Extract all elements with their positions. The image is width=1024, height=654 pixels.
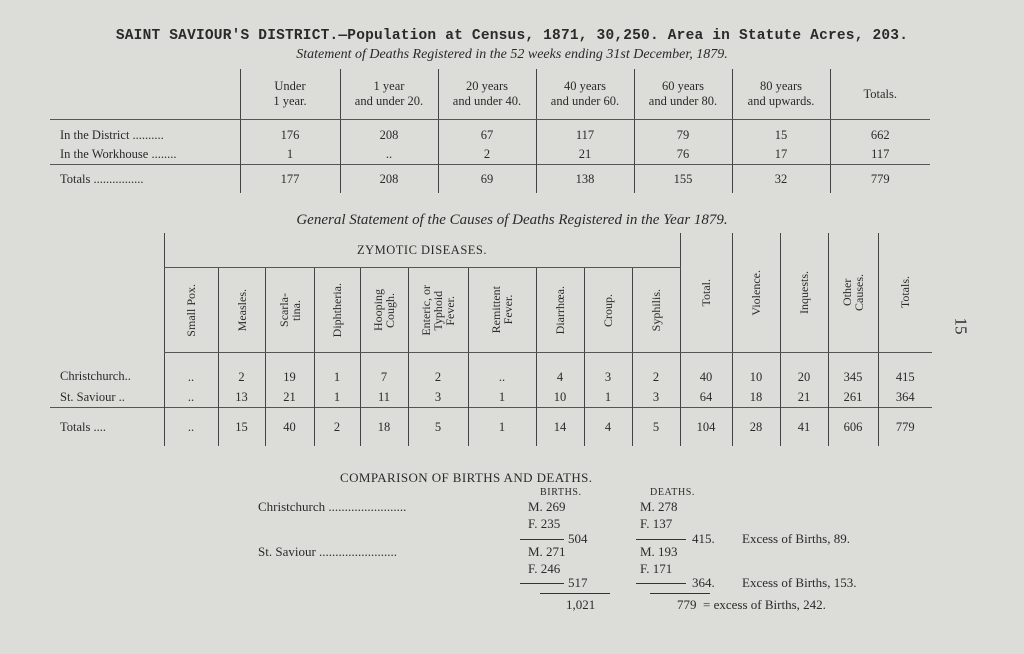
table-cell: 138 (536, 165, 634, 194)
sum-rule (636, 583, 686, 584)
column-header (240, 69, 340, 120)
header-text: 40 years and under 60. (550, 79, 620, 108)
header-text: Enteric, or Typhoid Fever. (419, 284, 457, 336)
header-text: Croup. (601, 293, 615, 327)
christchurch-births-total: 504 (568, 531, 588, 546)
table-cell: 40 (265, 408, 314, 447)
table-cell: 779 (830, 165, 930, 194)
table-cell: 3 (632, 387, 680, 408)
header-text: Inquests. (797, 271, 811, 314)
table-cell: 21 (265, 387, 314, 408)
sum-rule (520, 539, 564, 540)
table-cell: 14 (536, 408, 584, 447)
st-saviour-label: St. Saviour ........................ (258, 544, 398, 559)
column-header (360, 268, 408, 353)
table-cell: 261 (828, 387, 878, 408)
table-row (50, 120, 930, 146)
header-text: Syphilis. (649, 288, 663, 332)
column-header (584, 268, 632, 353)
row-label: Totals ................ (50, 165, 240, 194)
column-header (732, 233, 780, 353)
deaths-column-label: DEATHS. (650, 487, 696, 498)
header-text: 1 year and under 20. (354, 79, 424, 108)
column-header (634, 69, 732, 120)
table-cell: 1 (314, 353, 360, 388)
table-cell: .. (164, 353, 218, 388)
column-header (536, 69, 634, 120)
causes-statement-subtitle: General Statement of the Causes of Deaths Registered in the Year 1879. (296, 212, 728, 228)
table-cell: .. (164, 408, 218, 447)
table-cell: 1 (468, 387, 536, 408)
column-header (265, 268, 314, 353)
row-label: Totals .... (50, 408, 164, 447)
christchurch-deaths-total: 415. (692, 531, 715, 546)
table-cell: 415 (878, 353, 932, 388)
st-saviour-excess: Excess of Births, 153. (742, 575, 857, 590)
table-cell: 15 (732, 120, 830, 146)
deaths-statement-subtitle: Statement of Deaths Registered in the 52 weeks ending 31st December, 1879. (296, 47, 728, 62)
column-header (468, 268, 536, 353)
sum-rule (520, 583, 564, 584)
table-cell: 19 (265, 353, 314, 388)
table-cell: 177 (240, 165, 340, 194)
table-cell: 3 (408, 387, 468, 408)
table-cell: 208 (340, 165, 438, 194)
table-cell: 2 (408, 353, 468, 388)
header-text: Hooping Cough. (371, 289, 397, 331)
table-cell: 76 (634, 145, 732, 165)
grand-deaths-total: 779 (677, 597, 697, 612)
table-cell: 1 (468, 408, 536, 447)
column-header (878, 233, 932, 353)
table-row (50, 353, 932, 388)
header-text: Total. (699, 278, 713, 307)
table-cell: .. (164, 387, 218, 408)
table-cell: 69 (438, 165, 536, 194)
table-cell: 17 (732, 145, 830, 165)
table-cell: 364 (878, 387, 932, 408)
header-text: 60 years and under 80. (648, 79, 718, 108)
row-label: In the Workhouse ........ (60, 147, 177, 161)
header-text: Totals. (898, 276, 913, 309)
column-header (780, 233, 828, 353)
table-cell: 117 (536, 120, 634, 146)
table-row (50, 387, 932, 408)
table-cell: 21 (780, 387, 828, 408)
st-saviour-deaths-male: M. 193 (640, 544, 678, 559)
table-header-row (50, 69, 930, 120)
header-text: Small Pox. (184, 283, 198, 337)
st-saviour-births-total: 517 (568, 575, 588, 590)
header-text: Totals. (863, 86, 897, 101)
table-cell: 4 (536, 353, 584, 388)
header-text: 20 years and under 40. (452, 79, 522, 108)
table-cell: 117 (830, 145, 930, 165)
st-saviour-births-male: M. 271 (528, 544, 566, 559)
page-number: 15 (951, 317, 971, 335)
header-text: Diphtheria. (330, 282, 344, 338)
christchurch-births-male: M. 269 (528, 499, 566, 514)
table-cell: 2 (632, 353, 680, 388)
header-blank (50, 233, 164, 353)
births-column-label: BIRTHS. (540, 487, 582, 498)
row-label: Christchurch.. (60, 369, 131, 384)
causes-of-death-table (50, 233, 932, 446)
table-cell: 1 (584, 387, 632, 408)
deaths-by-age-table (50, 69, 930, 193)
column-header (340, 69, 438, 120)
column-header (732, 69, 830, 120)
table-cell: 662 (830, 120, 930, 146)
table-cell: 4 (584, 408, 632, 447)
table-cell: 79 (634, 120, 732, 146)
grand-births-total: 1,021 (566, 597, 596, 612)
table-cell: 104 (680, 408, 732, 447)
table-cell: 18 (360, 408, 408, 447)
row-label: St. Saviour .. (60, 389, 125, 404)
column-header (830, 69, 930, 120)
table-cell: 10 (732, 353, 780, 388)
table-cell: 345 (828, 353, 878, 388)
st-saviour-deaths-female: F. 171 (640, 561, 673, 576)
header-text: Remittent Fever. (489, 286, 515, 334)
table-cell: 10 (536, 387, 584, 408)
table-cell: 176 (240, 120, 340, 146)
christchurch-births-female: F. 235 (528, 516, 561, 531)
header-text: Scarla- tina. (276, 293, 303, 327)
column-header (680, 233, 732, 353)
header-text: Violence. (749, 269, 763, 316)
christchurch-label: Christchurch ........................ (258, 499, 407, 514)
zymotic-diseases-header: ZYMOTIC DISEASES. (164, 233, 680, 268)
table-cell: 64 (680, 387, 732, 408)
totals-row (50, 408, 932, 447)
table-cell: 155 (634, 165, 732, 194)
table-cell: 2 (438, 145, 536, 165)
column-header (632, 268, 680, 353)
header-text: 80 years and upwards. (747, 79, 815, 108)
table-cell: 20 (780, 353, 828, 388)
header-text: Measles. (234, 288, 249, 332)
table-cell: 5 (632, 408, 680, 447)
column-header (438, 69, 536, 120)
christchurch-deaths-male: M. 278 (640, 499, 678, 514)
column-header (218, 268, 265, 353)
table-cell: 21 (536, 145, 634, 165)
header-text: Under 1 year. (273, 79, 307, 108)
table-cell: 13 (218, 387, 265, 408)
table-cell: 606 (828, 408, 878, 447)
column-header (828, 233, 878, 353)
column-header (314, 268, 360, 353)
table-cell: 2 (218, 353, 265, 388)
table-cell: 1 (240, 145, 340, 165)
table-cell: 5 (408, 408, 468, 447)
header-blank (50, 69, 240, 120)
table-cell: 11 (360, 387, 408, 408)
table-cell: 41 (780, 408, 828, 447)
table-row (50, 145, 930, 165)
christchurch-excess: Excess of Births, 89. (742, 531, 850, 546)
sum-rule (636, 539, 686, 540)
table-cell: 1 (314, 387, 360, 408)
header-text: Diarrhœa. (553, 285, 567, 335)
christchurch-deaths-female: F. 137 (640, 516, 673, 531)
table-cell: 2 (314, 408, 360, 447)
table-cell: 15 (218, 408, 265, 447)
table-cell: .. (468, 353, 536, 388)
table-cell: 40 (680, 353, 732, 388)
table-cell: 32 (732, 165, 830, 194)
row-label: In the District .......... (60, 128, 164, 142)
column-header (164, 268, 218, 353)
grand-sum-rule (650, 593, 710, 594)
table-cell: .. (340, 145, 438, 165)
st-saviour-deaths-total: 364. (692, 575, 715, 590)
comparison-title: COMPARISON OF BIRTHS AND DEATHS. (340, 470, 593, 485)
page-title: SAINT SAVIOUR'S DISTRICT.—Population at Census, 1871, 30,250. Area in Statute Acres, 203. (115, 28, 909, 44)
header-text: Other Causes. (840, 274, 866, 311)
table-cell: 28 (732, 408, 780, 447)
table-cell: 3 (584, 353, 632, 388)
table-cell: 779 (878, 408, 932, 447)
table-cell: 67 (438, 120, 536, 146)
grand-excess: = excess of Births, 242. (703, 597, 826, 612)
st-saviour-births-female: F. 246 (528, 561, 561, 576)
grand-sum-rule (540, 593, 610, 594)
column-header (536, 268, 584, 353)
table-group-header-row (50, 233, 932, 268)
table-cell: 18 (732, 387, 780, 408)
totals-row (50, 165, 930, 194)
table-cell: 7 (360, 353, 408, 388)
table-cell: 208 (340, 120, 438, 146)
column-header (408, 268, 468, 353)
